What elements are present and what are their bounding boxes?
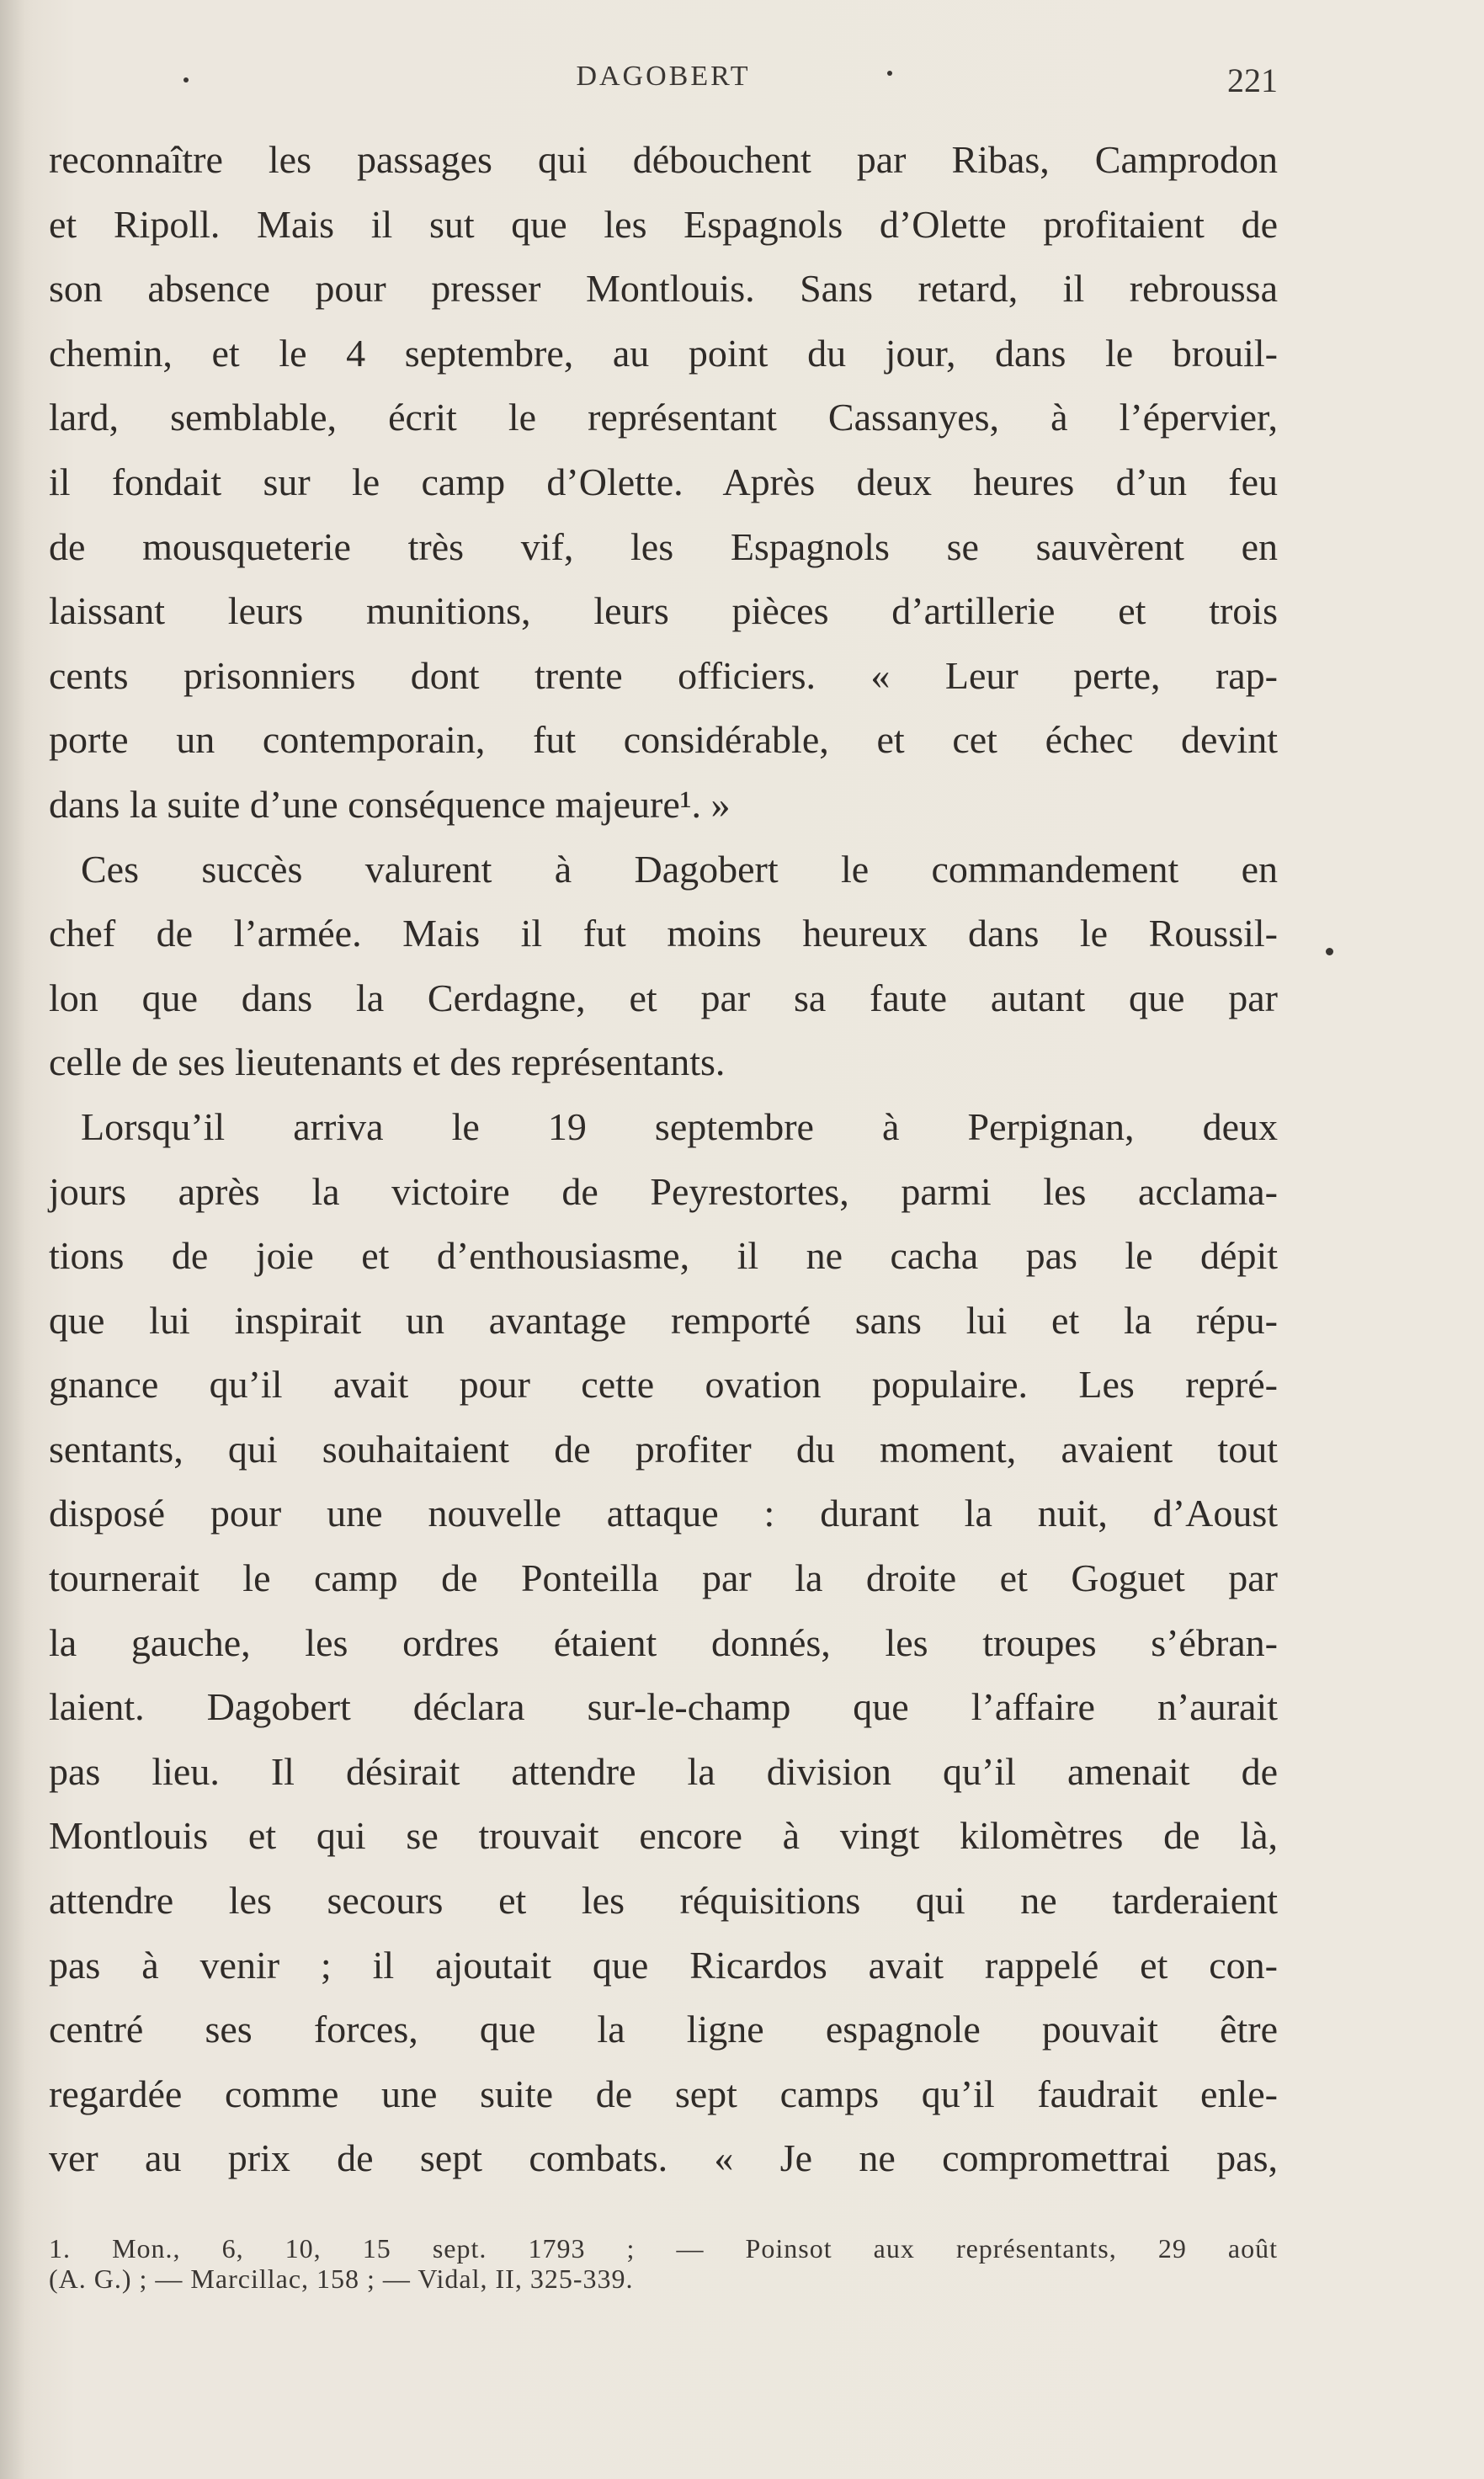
ink-speck bbox=[1326, 948, 1333, 955]
footnotes bbox=[49, 2233, 1278, 2294]
text-line: centré ses forces, que la ligne espagnole pouvait être bbox=[49, 2008, 1278, 2051]
text-line: et Ripoll. Mais il sut que les Espagnols d’Olette profitaient de bbox=[49, 202, 1278, 246]
text-line: disposé pour une nouvelle attaque : durant la nuit, d’Aoust bbox=[49, 1492, 1278, 1535]
page-number: 221 bbox=[1227, 61, 1278, 99]
footnote-line: (A. G.) ; — Marcillac, 158 ; — Vidal, II, 325-339. bbox=[49, 2264, 634, 2294]
text-line: chemin, et le 4 septembre, au point du jour, dans le brouil- bbox=[49, 331, 1278, 375]
text-line: laient. Dagobert déclara sur-le-champ que l’affaire n’aurait bbox=[49, 1685, 1278, 1729]
running-head bbox=[49, 61, 1278, 111]
text-line: que lui inspirait un avantage remporté sans lui et la répu- bbox=[49, 1298, 1278, 1342]
text-line: son absence pour presser Montlouis. Sans retard, il rebroussa bbox=[49, 267, 1278, 311]
text-line: ver au prix de sept combats. « Je ne compromettrai pas, bbox=[49, 2136, 1278, 2180]
text-line: reconnaître les passages qui débouchent par Ribas, Camprodon bbox=[49, 138, 1278, 181]
text-line: pas à venir ; il ajoutait que Ricardos avait rappelé et con- bbox=[49, 1943, 1278, 1987]
text-line: Montlouis et qui se trouvait encore à vingt kilomètres de là, bbox=[49, 1814, 1278, 1858]
text-line: lard, semblable, écrit le représentant Cassanyes, à l’épervier, bbox=[49, 396, 1278, 439]
text-line: jours après la victoire de Peyrestortes, parmi les acclama- bbox=[49, 1169, 1278, 1213]
text-line: la gauche, les ordres étaient donnés, les troupes s’ébran- bbox=[49, 1620, 1278, 1664]
text-line: tournerait le camp de Ponteilla par la droite et Goguet par bbox=[49, 1556, 1278, 1600]
spine-shadow bbox=[0, 0, 25, 2479]
text-line: celle de ses lieutenants et des représentants. bbox=[49, 1040, 726, 1084]
text-line: Ces succès valurent à Dagobert le commandement en bbox=[81, 847, 1278, 891]
text-line: laissant leurs munitions, leurs pièces d’artillerie et trois bbox=[49, 589, 1278, 633]
text-line: dans la suite d’une conséquence majeure¹. » bbox=[49, 782, 731, 826]
footnote-line: 1. Mon., 6, 10, 15 sept. 1793 ; — Poinsot aux représentants, 29 août bbox=[49, 2233, 1278, 2264]
text-line: gnance qu’il avait pour cette ovation populaire. Les repré- bbox=[49, 1363, 1278, 1407]
body-text bbox=[49, 128, 1278, 2191]
text-line: Lorsqu’il arriva le 19 septembre à Perpignan, deux bbox=[81, 1104, 1278, 1148]
text-line: attendre les secours et les réquisitions qui ne tarderaient bbox=[49, 1879, 1278, 1923]
text-line: cents prisonniers dont trente officiers. « Leur perte, rap- bbox=[49, 653, 1278, 697]
text-line: lon que dans la Cerdagne, et par sa faute autant que par bbox=[49, 976, 1278, 1019]
text-line: il fondait sur le camp d’Olette. Après deux heures d’un feu bbox=[49, 460, 1278, 503]
text-line: de mousqueterie très vif, les Espagnols se sauvèrent en bbox=[49, 524, 1278, 568]
text-line: pas lieu. Il désirait attendre la division qu’il amenait de bbox=[49, 1749, 1278, 1793]
running-head-title: DAGOBERT bbox=[576, 61, 751, 92]
text-line: regardée comme une suite de sept camps qu’il faudrait enle- bbox=[49, 2072, 1278, 2115]
text-line: tions de joie et d’enthousiasme, il ne cacha pas le dépit bbox=[49, 1234, 1278, 1278]
running-head-dot-right bbox=[887, 71, 892, 76]
text-line: porte un contemporain, fut considérable, et cet échec devint bbox=[49, 718, 1278, 762]
text-line: sentants, qui souhaitaient de profiter du moment, avaient tout bbox=[49, 1427, 1278, 1471]
text-line: chef de l’armée. Mais il fut moins heureux dans le Roussil- bbox=[49, 912, 1278, 955]
